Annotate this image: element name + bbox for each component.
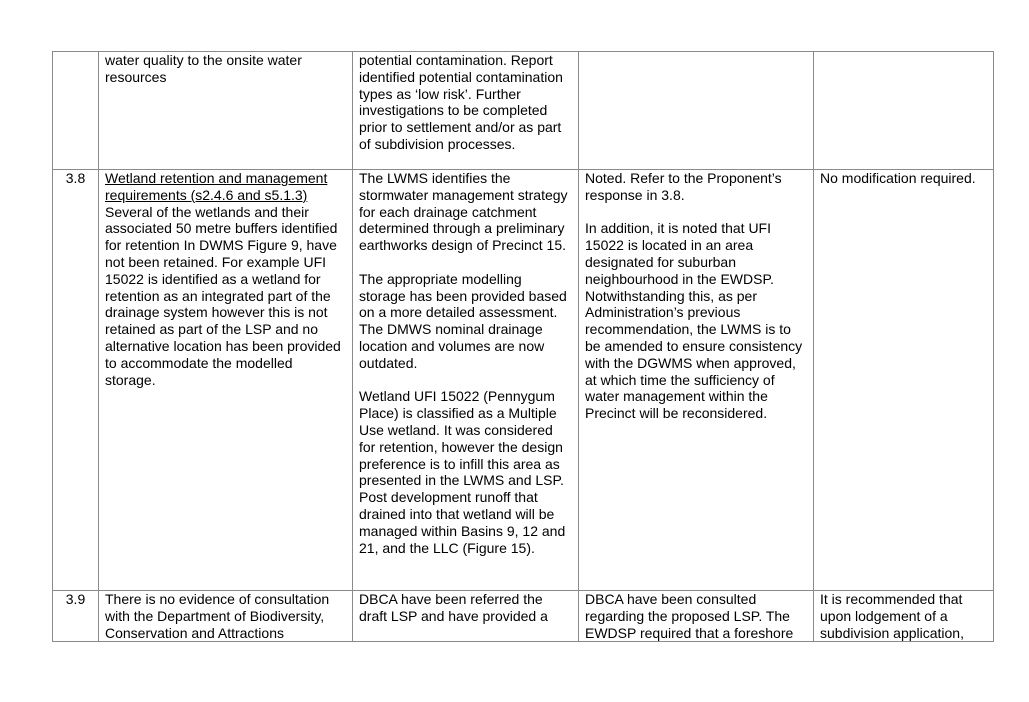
proponent-response-text: DBCA have been referred the draft LSP and have provided a [359, 591, 548, 624]
issue-cell [99, 170, 353, 591]
proponent-response-paragraph: The LWMS identifies the stormwater management strategy for each drainage catchment determined through a preliminary earthworks design of Precinct 15. [359, 170, 568, 254]
administration-response-paragraph: In addition, it is noted that UFI 15022 is located in an area designated for suburban neighbourhood in the EWDSP. Notwithstanding this, as per Administration’s previous recommendation, the LWMS is to be amended to ensure consistency with the DGWMS when approved, at which time the sufficiency of water management within the Precinct will be reconsidered. [585, 220, 803, 422]
table-row [53, 591, 994, 642]
paragraph-spacer [585, 204, 807, 221]
issue-text: water quality to the onsite water resources [105, 52, 302, 85]
modification-cell [814, 170, 994, 591]
modification-cell [814, 591, 994, 642]
administration-response-paragraph: Noted. Refer to the Proponent’s response in 3.8. [585, 170, 782, 203]
proponent-response-paragraph: The appropriate modelling storage has been provided based on a more detailed assessment. The DMWS nominal drainage location and volumes are now outdated. [359, 270, 567, 371]
proponent-response-cell [353, 52, 579, 170]
paragraph-spacer [359, 254, 572, 271]
proponent-response-cell [353, 170, 579, 591]
item-number: 3.9 [53, 591, 99, 642]
proponent-response-paragraph: Wetland UFI 15022 (Pennygum Place) is classified as a Multiple Use wetland. It was considered for retention, however the design preference is to infill this area as presented in the LWMS and LSP. Post development runoff that drained into that wetland will be managed within Basins 9, 12 and 21, and the LLC (Figure 15). [359, 388, 566, 556]
issue-heading: Wetland retention and management requirements (s2.4.6 and s5.1.3) [105, 170, 328, 203]
administration-response-cell [579, 170, 814, 591]
administration-response-cell [579, 52, 814, 170]
issue-text: Several of the wetlands and their associated 50 metre buffers identified for retention In DWMS Figure 9, have not been retained. For example UFI 15022 is identified as a wetland for retention as an integrated part of the drainage system however this is not retained as part of the LSP and no alternative location has been provided to accommodate the modelled storage. [105, 203, 341, 388]
administration-response-text: DBCA have been consulted regarding the proposed LSP. The EWDSP required that a foreshore [585, 591, 794, 641]
issue-cell [99, 591, 353, 642]
table-row [53, 170, 994, 591]
paragraph-spacer [359, 372, 572, 389]
proponent-response-cell [353, 591, 579, 642]
modification-cell [814, 52, 994, 170]
item-number: 3.8 [53, 170, 99, 591]
modification-text: No modification required. [820, 170, 976, 186]
issue-cell [99, 52, 353, 170]
submissions-table [52, 51, 994, 642]
proponent-response-text: potential contamination. Report identified potential contamination types as ‘low risk’. Further investigations to be completed prior to settlement and/or as part of subdivision processes. [359, 52, 563, 152]
item-number [53, 52, 99, 170]
issue-text: There is no evidence of consultation with the Department of Biodiversity, Conservation and Attractions [105, 591, 330, 641]
administration-response-cell [579, 591, 814, 642]
modification-text: It is recommended that upon lodgement of a subdivision application, [820, 591, 964, 641]
table-row [53, 52, 994, 170]
